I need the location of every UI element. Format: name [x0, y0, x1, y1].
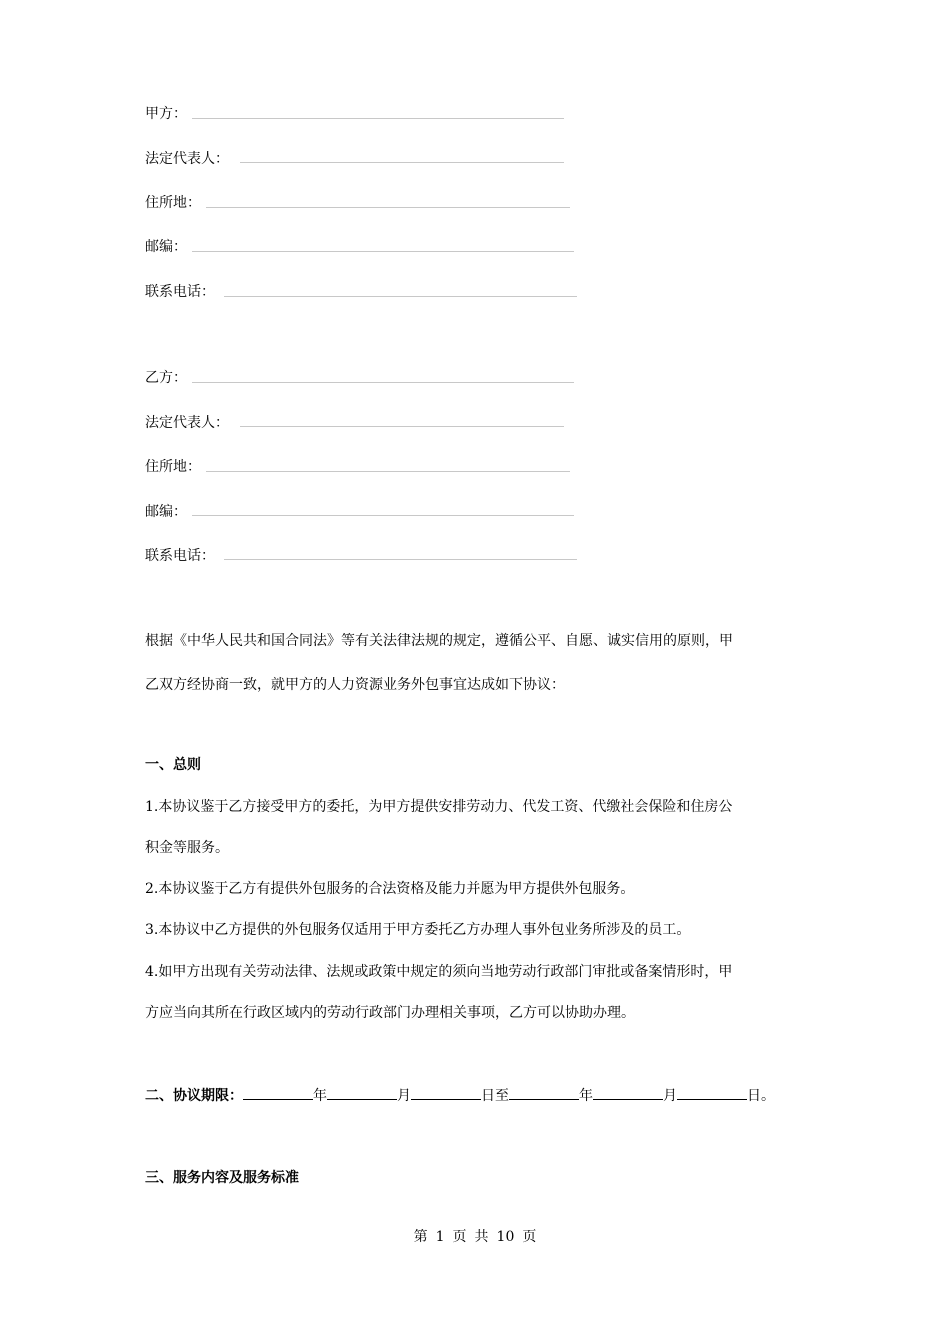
party-b-rep-label: 法定代表人：	[145, 415, 229, 431]
party-a-address-label: 住所地：	[145, 195, 201, 211]
section-3-heading: 三、服务内容及服务标准	[145, 1170, 299, 1186]
intro-line-1: 根据《中华人民共和国合同法》等有关法律法规的规定，遵循公平、自愿、诚实信用的原则，甲	[145, 633, 733, 649]
end-year-label: 年	[579, 1088, 593, 1104]
party-a-zip-label: 邮编：	[145, 239, 187, 255]
end-month-blank	[593, 1085, 663, 1100]
party-b-address-label: 住所地：	[145, 459, 201, 475]
section-1-item-1-line-2: 积金等服务。	[145, 840, 229, 856]
party-a-rep-blank	[240, 162, 564, 163]
end-day-label: 日。	[747, 1088, 775, 1104]
party-b-address-blank	[206, 471, 570, 472]
party-b-phone-blank	[224, 559, 577, 560]
party-b-blank	[192, 382, 574, 383]
section-1-item-2: 2.本协议鉴于乙方有提供外包服务的合法资格及能力并愿为甲方提供外包服务。	[145, 881, 635, 897]
start-day-blank	[411, 1085, 481, 1100]
page-footer	[0, 1226, 950, 1246]
party-a-rep-label: 法定代表人：	[145, 151, 229, 167]
party-a-blank	[192, 118, 564, 119]
page-prefix: 第	[413, 1229, 428, 1245]
end-year-blank	[509, 1085, 579, 1100]
party-a-phone-label: 联系电话：	[145, 284, 215, 300]
start-month-label: 月	[397, 1088, 411, 1104]
section-1-heading: 一、总则	[145, 757, 201, 773]
start-day-label: 日至	[481, 1088, 509, 1104]
party-b-phone-label: 联系电话：	[145, 548, 215, 564]
section-1-item-3: 3.本协议中乙方提供的外包服务仅适用于甲方委托乙方办理人事外包业务所涉及的员工。	[145, 922, 691, 938]
page-mid: 页	[452, 1229, 467, 1245]
party-a-label: 甲方：	[145, 106, 187, 122]
page-current: 1	[435, 1229, 445, 1245]
section-1-item-4-line-2: 方应当向其所在行政区域内的劳动行政部门办理相关事项，乙方可以协助办理。	[145, 1005, 635, 1021]
section-2-heading: 二、协议期限：	[145, 1088, 243, 1104]
intro-line-2: 乙双方经协商一致，就甲方的人力资源业务外包事宜达成如下协议：	[145, 677, 565, 693]
party-b-rep-blank	[240, 426, 564, 427]
party-b-label: 乙方：	[145, 370, 187, 386]
end-day-blank	[677, 1085, 747, 1100]
end-month-label: 月	[663, 1088, 677, 1104]
page-suffix: 页	[522, 1229, 537, 1245]
party-b-zip-blank	[192, 515, 574, 516]
section-1-item-1-line-1: 1.本协议鉴于乙方接受甲方的委托，为甲方提供安排劳动力、代发工资、代缴社会保险和住房公	[145, 799, 733, 815]
start-year-label: 年	[313, 1088, 327, 1104]
party-b-zip-label: 邮编：	[145, 504, 187, 520]
party-a-zip-blank	[192, 251, 574, 252]
page-total-prefix: 共	[474, 1229, 489, 1245]
page-total: 10	[496, 1229, 515, 1245]
party-a-address-blank	[206, 207, 570, 208]
party-a-phone-blank	[224, 296, 577, 297]
start-year-blank	[243, 1085, 313, 1100]
start-month-blank	[327, 1085, 397, 1100]
section-2-line	[145, 1085, 775, 1106]
section-1-item-4-line-1: 4.如甲方出现有关劳动法律、法规或政策中规定的须向当地劳动行政部门审批或备案情形时，甲	[145, 964, 733, 980]
